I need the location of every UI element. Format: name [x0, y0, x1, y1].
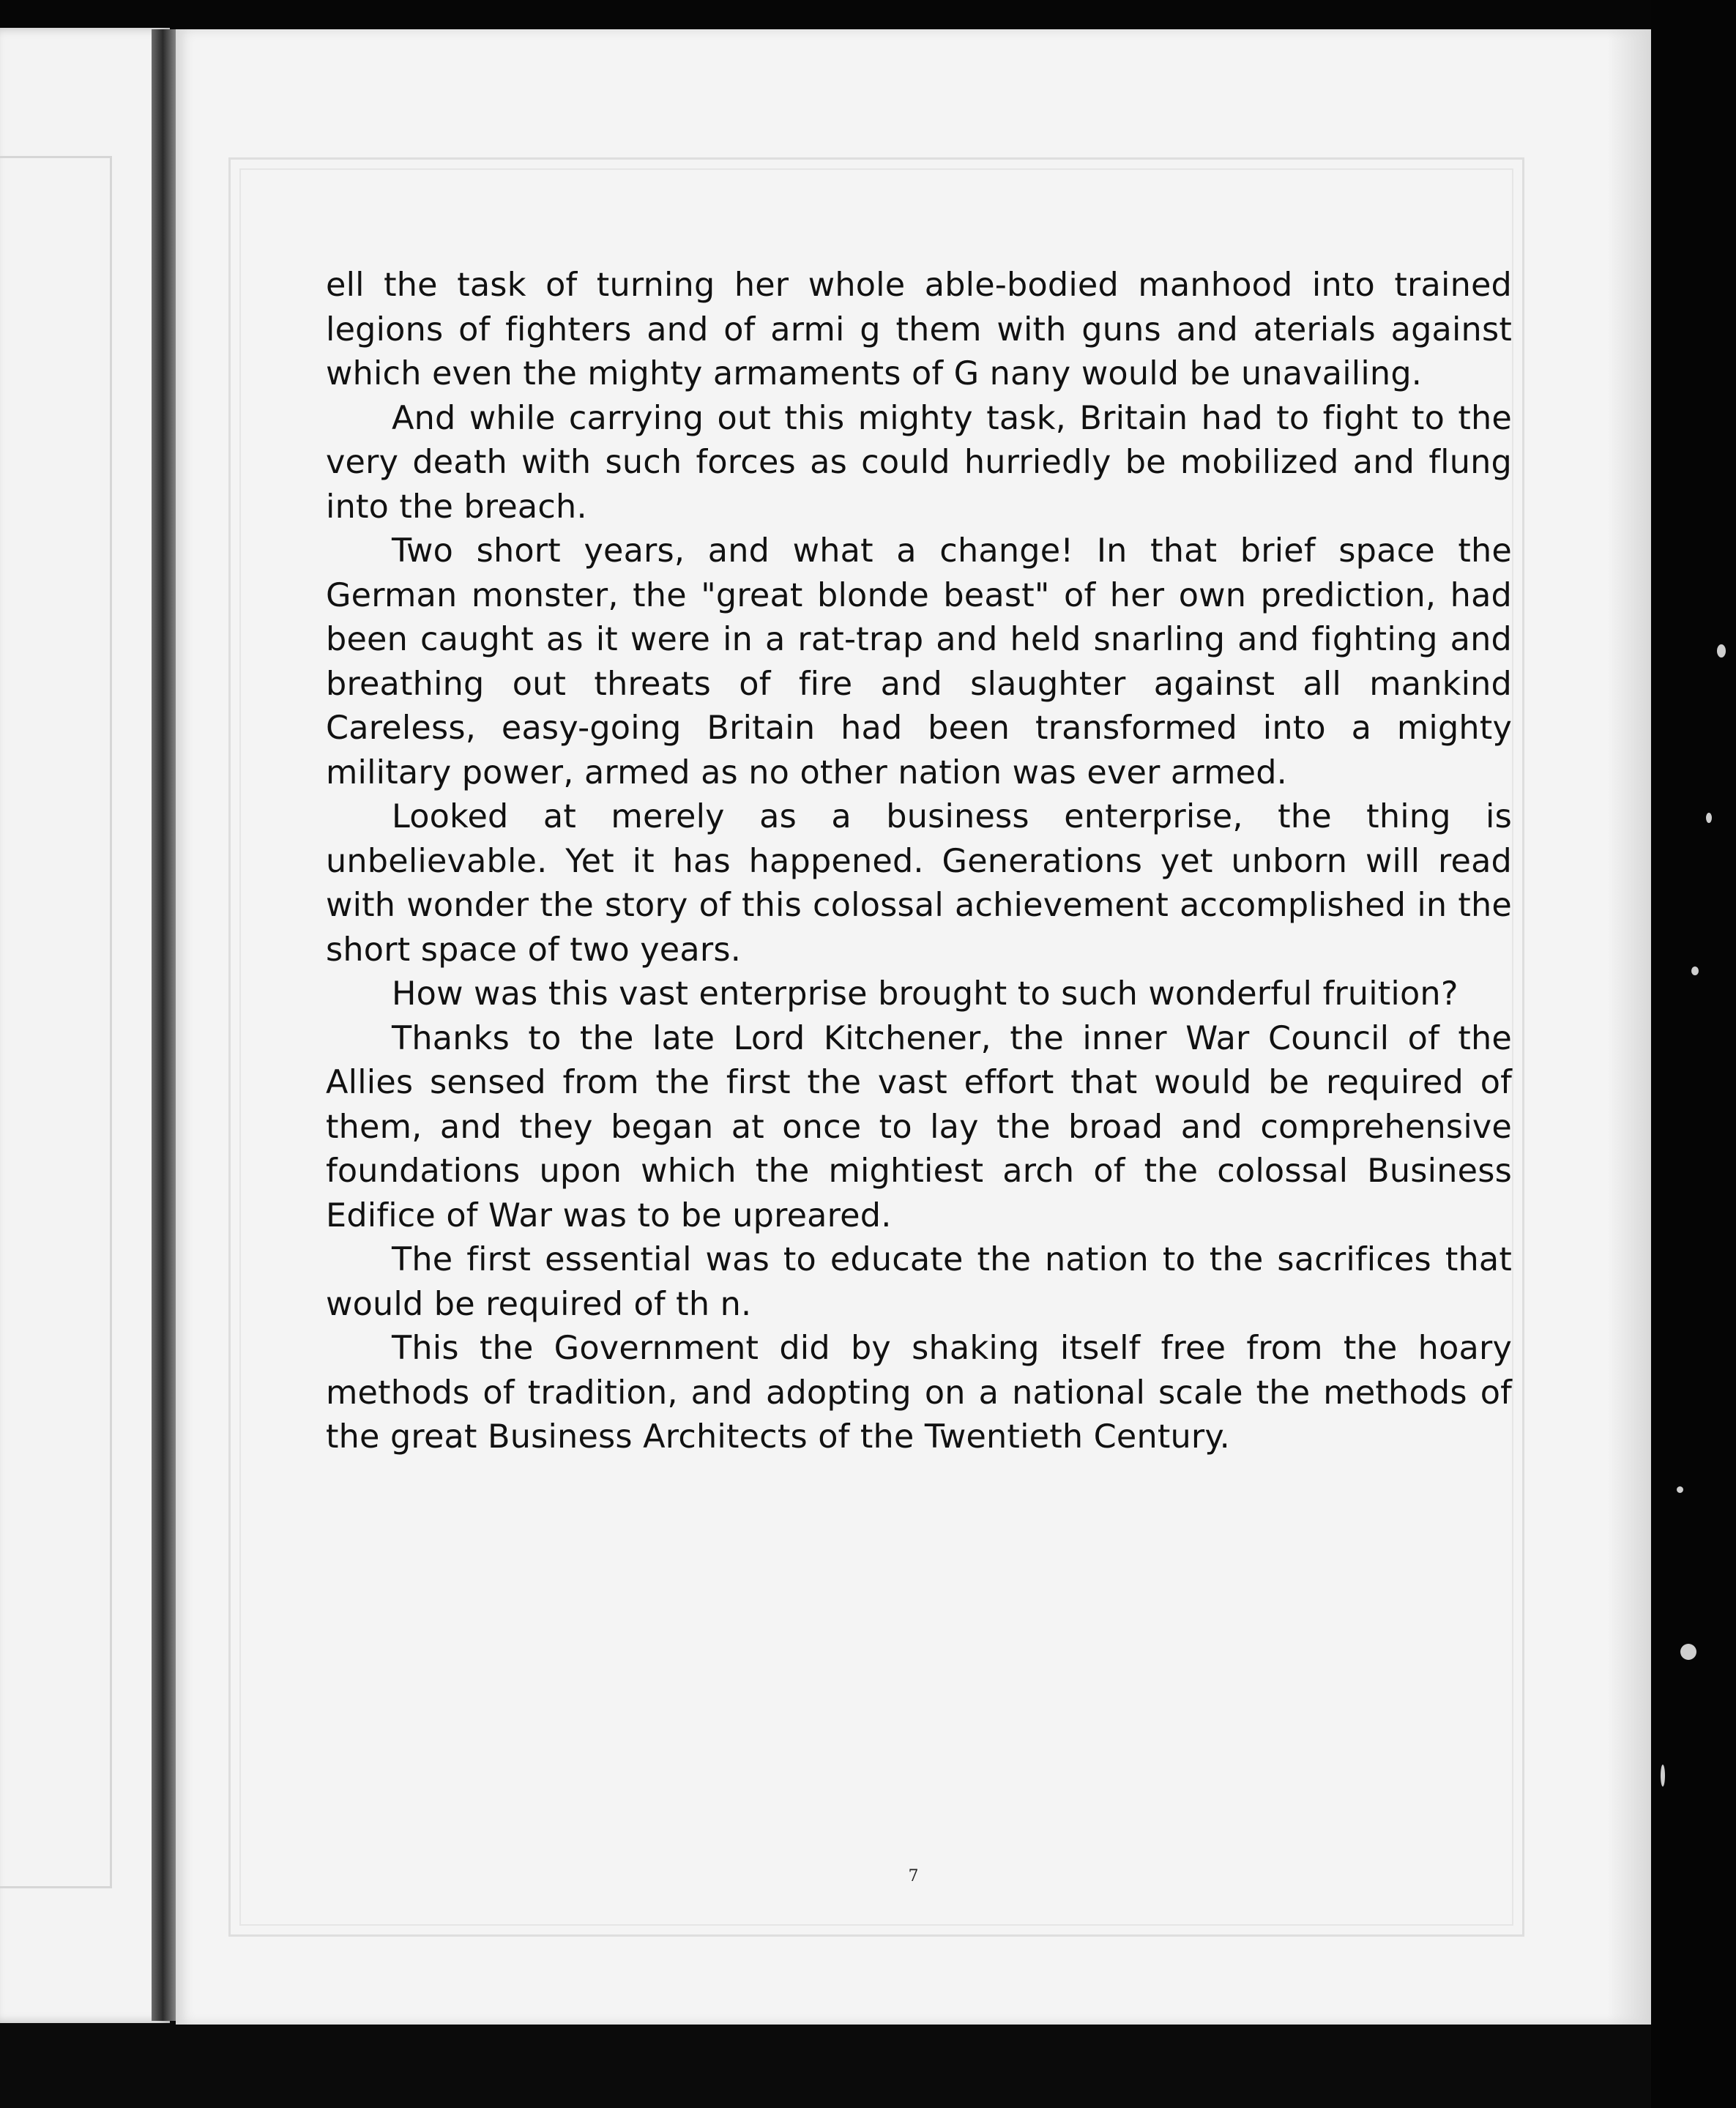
- page-edge-shadow: [1607, 29, 1651, 2025]
- paragraph: And while carrying out this mighty task, Britain had to fight to the very death with such forces as could hurriedly be mobilized and flung into the breach.: [326, 399, 1512, 526]
- paragraph: The first essential was to educate the nation to the sacrifices that would be required of th n.: [326, 1241, 1512, 1323]
- paragraph: ell the task of turning her whole able-bodied manhood into trained legions of fighters and of armi g them with guns and aterials against which even the mighty armaments of G nany would be unavailing.: [326, 267, 1512, 392]
- previous-page-edge: [0, 28, 170, 2023]
- paragraph: Two short years, and what a change! In that brief space the German monster, the "great blonde beast" of her own prediction, had been caught as it were in a rat-trap and held snarling and fighting and breathing out threats of fire and slaughter against all mankind Careless, easy-going Britain had been transformed into a mighty military power, armed as no other nation was ever armed.: [326, 532, 1512, 792]
- body-text: [326, 264, 1512, 1460]
- paragraph: Thanks to the late Lord Kitchener, the inner War Council of the Allies sensed from the first the vast effort that would be required of them, and they began at once to lay the broad and comprehensive foundations upon which the mightiest arch of the colossal Business Edifice of War was to be upreared.: [326, 1019, 1512, 1234]
- scan-speck: [1661, 1765, 1665, 1787]
- scan-speck: [1677, 1486, 1683, 1493]
- scan-border-top: [0, 0, 1736, 33]
- page-number: 7: [908, 1867, 919, 1885]
- paragraph: Looked at merely as a business enterprise, the thing is unbelievable. Yet it has happened. Generations yet unborn will read with wonder the story of this colossal achievement accomplished in the short space of two years.: [326, 798, 1512, 969]
- book-page: [176, 29, 1651, 2025]
- book-spine: [152, 29, 176, 2021]
- scan-speck: [1680, 1644, 1696, 1660]
- paragraph: How was this vast enterprise brought to such wonderful fruition?: [392, 975, 1459, 1013]
- scan-speck: [1706, 813, 1712, 823]
- scan-speck: [1717, 644, 1726, 658]
- scan-speck: [1691, 967, 1699, 975]
- paragraph: This the Government did by shaking itself free from the hoary methods of tradition, and adopting on a national scale the methods of the great Business Architects of the Twentieth Century.: [326, 1330, 1512, 1456]
- previous-page-frame: [0, 156, 112, 1888]
- scan-border-right: [1651, 0, 1736, 2108]
